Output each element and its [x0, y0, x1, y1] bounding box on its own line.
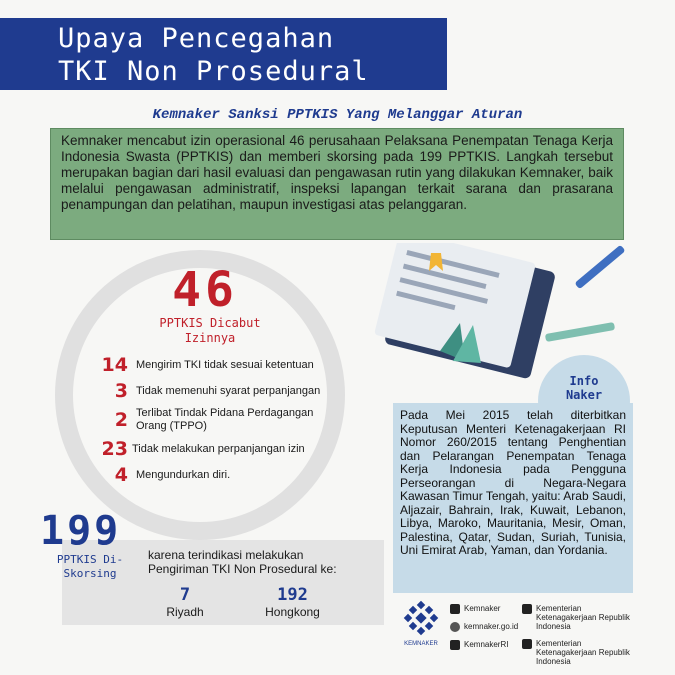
website-url: kemnaker.go.id — [464, 622, 519, 632]
reason-text: Mengirim TKI tidak sesuai ketentuan — [136, 358, 314, 371]
revoked-reason-list — [88, 352, 366, 488]
destination-riyadh — [150, 585, 220, 619]
kemnaker-logo — [398, 600, 444, 647]
reason-num: 14 — [101, 354, 128, 376]
book-illustration — [345, 243, 675, 383]
instagram-icon — [450, 604, 460, 614]
suspended-label-line1: PPTKIS Di- — [56, 553, 124, 566]
instagram-handle: Kemnaker — [464, 604, 501, 614]
revoked-label-line1: PPTKIS Dicabut — [159, 316, 261, 330]
reason-text: Mengundurkan diri. — [136, 468, 231, 481]
facebook-icon — [522, 604, 532, 614]
footer-social-left — [450, 604, 518, 650]
page-title — [0, 18, 447, 90]
info-title — [538, 374, 630, 402]
suspended-count: 199 — [40, 508, 122, 554]
kemnaker-logo-text: KEMNAKER — [404, 641, 438, 647]
reason-text: Terlibat Tindak Pidana Perdagangan Orang (TPPO) — [136, 407, 314, 432]
destination-num: 7 — [179, 585, 191, 605]
page-title-line1: Upaya Pencegahan — [58, 23, 335, 54]
revoked-label-line2: Izinnya — [184, 331, 236, 345]
reason-num: 23 — [101, 438, 128, 460]
reason-text: Tidak memenuhi syarat perpanjangan — [136, 384, 321, 397]
footer-social-right — [522, 604, 632, 666]
twitter-icon — [450, 640, 460, 650]
reason-num: 4 — [114, 464, 128, 486]
instagram-link[interactable] — [450, 604, 518, 614]
reason-num: 3 — [114, 380, 128, 402]
youtube-icon — [522, 639, 532, 649]
youtube-name: Kementerian Ketenagakerjaan Republik Indonesia — [536, 639, 630, 666]
facebook-name: Kementerian Ketenagakerjaan Republik Indonesia — [536, 604, 630, 631]
twitter-handle: KemnakerRI — [464, 640, 509, 650]
facebook-link[interactable] — [522, 604, 632, 631]
reason-num: 2 — [114, 409, 128, 431]
revoked-reason — [88, 462, 366, 488]
revoked-reason — [88, 436, 366, 462]
suspended-label — [40, 553, 140, 581]
subtitle: Kemnaker Sanksi PPTKIS Yang Melanggar Aturan — [152, 107, 523, 123]
destination-place: Riyadh — [166, 605, 204, 619]
suspended-label-line2: Skorsing — [63, 567, 117, 580]
revoked-count: 46 — [172, 262, 238, 318]
info-text: Pada Mei 2015 telah diterbitkan Keputusan Menteri Ketenagakerjaan RI Nomor 260/2015 tentang Penghentian dan Pelarangan Penempatan Tenaga Kerja Indonesia pada Pengguna Perseorangan di Negara-Negara Kawasan Timur Tengah, yaitu: Arab Saudi, Aljazair, Bahrain, Irak, Kuwait, Lebanon, Libya, Maroko, Mauritania, Mesir, Oman, Palestina, Qatar, Sudan, Suriah, Tunisia, Uni Emirat Arab, Yaman, dan Yordania. — [393, 403, 633, 593]
reason-text: Tidak melakukan perpanjangan izin — [132, 442, 305, 455]
destination-num: 192 — [277, 585, 308, 605]
page-title-line2: TKI Non Prosedural — [58, 56, 369, 87]
website-link[interactable] — [450, 622, 518, 632]
revoked-reason — [88, 352, 366, 378]
intro-paragraph: Kemnaker mencabut izin operasional 46 perusahaan Pelaksana Penempatan Tenaga Kerja Indonesia Swasta (PPTKIS) dan memberi skorsing pada 199 PPTKIS. Langkah tersebut merupakan bagian dari hasil evaluasi dan pengawasan rutin yang dilakukan Kemnaker, baik melalui pengawasan administratif, inspeksi lapangan terkait sarana dan prasarana penampungan dan pelatihan, maupun investigasi atas pelanggaran. — [50, 128, 624, 240]
suspended-reason: karena terindikasi melakukan Pengiriman TKI Non Prosedural ke: — [148, 548, 337, 576]
globe-icon — [450, 622, 460, 632]
info-title-line1: Info — [569, 374, 599, 388]
twitter-link[interactable] — [450, 640, 518, 650]
youtube-link[interactable] — [522, 639, 632, 666]
revoked-reason — [88, 404, 366, 436]
revoked-label — [130, 316, 290, 346]
kemnaker-logo-icon — [403, 600, 439, 636]
destination-hongkong — [255, 585, 330, 619]
info-title-line2: Naker — [565, 388, 603, 402]
revoked-reason — [88, 378, 366, 404]
destination-place: Hongkong — [265, 605, 320, 619]
